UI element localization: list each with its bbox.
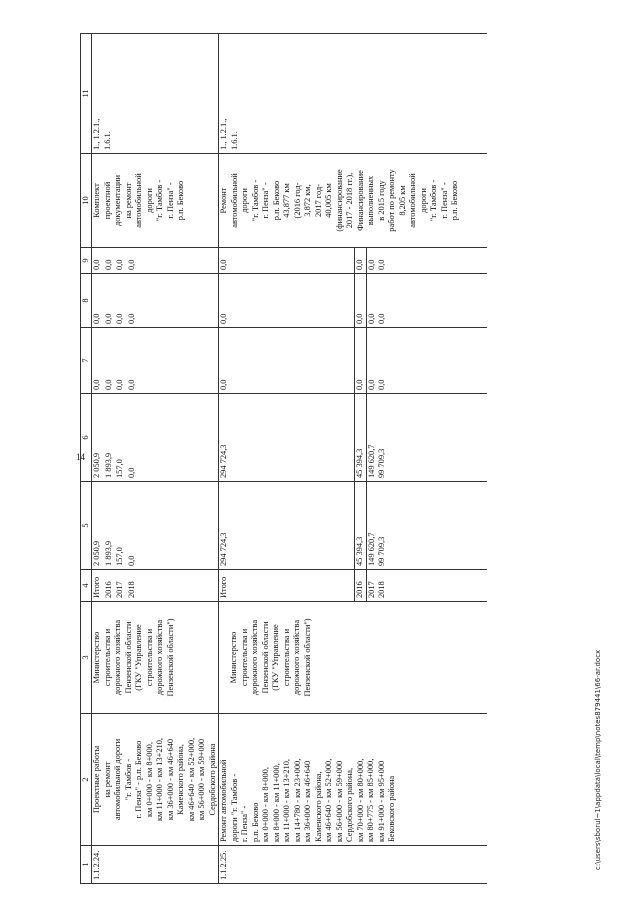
value-federal: 0,0	[366, 328, 377, 394]
value-total: 0,0	[127, 482, 219, 570]
program-table	[80, 33, 487, 884]
value-local: 0,0	[219, 274, 355, 328]
row-number: 1.1.2.25.	[219, 846, 488, 884]
value-regional: 45 394,3	[355, 394, 367, 482]
value-federal: 0,0	[377, 328, 487, 394]
value-regional: 294 724,3	[219, 394, 355, 482]
expected-result: Комплект проектной документации на ремонт автомобильной дороги "г. Тамбов - г. Пенза" - р.п. Беково	[92, 154, 219, 248]
value-total: 99 709,3	[377, 482, 487, 570]
value-local: 0,0	[377, 274, 487, 328]
value-regional: 2 050,9	[92, 394, 104, 482]
value-local: 0,0	[355, 274, 367, 328]
value-regional: 149 620,7	[366, 394, 377, 482]
value-other: 0,0	[92, 248, 104, 274]
value-regional: 157,0	[115, 394, 126, 482]
value-federal: 0,0	[127, 328, 219, 394]
header-cell-10: 10	[81, 154, 92, 248]
year-cell: 2018	[127, 570, 219, 602]
year-cell: 2017	[115, 570, 126, 602]
year-cell: 2018	[377, 570, 487, 602]
value-regional: 1 893,9	[104, 394, 115, 482]
header-row	[81, 34, 92, 884]
header-cell-6: 6	[81, 394, 92, 482]
value-federal: 0,0	[355, 328, 367, 394]
value-local: 0,0	[92, 274, 104, 328]
year-cell: 2017	[366, 570, 377, 602]
value-regional: 99 709,3	[377, 394, 487, 482]
value-other: 0,0	[219, 248, 355, 274]
value-local: 0,0	[104, 274, 115, 328]
indicator-link: 1., 1.2.1., 1.6.1.	[92, 34, 219, 154]
value-federal: 0,0	[219, 328, 355, 394]
value-other: 0,0	[104, 248, 115, 274]
measure-name: Ремонт автомобильной дороги "г. Тамбов - г. Пенза" - р.п. Беково км 0+000 - км 8+000, км 8+000 - км 11+000, км 11+000 - км 13+210, км 14+780 - км 23+000, км 36+000 - км 46+640 Каменского района, км 46+640 - км 52+000, км 56+000 - км 59+000 Сердобского района, км 70+000 - км 80+000, км 80+775 - км 85+000, км 91+000 - км 95+000 Бековского района	[219, 714, 488, 846]
year-cell: Итого	[92, 570, 104, 602]
year-cell: 2016	[104, 570, 115, 602]
value-local: 0,0	[115, 274, 126, 328]
value-other: 0,0	[366, 248, 377, 274]
value-federal: 0,0	[92, 328, 104, 394]
header-cell-2: 2	[81, 714, 92, 846]
value-total: 2 050,9	[92, 482, 104, 570]
row-number: 1.1.2.24.	[92, 846, 219, 884]
executor: Министерство строительства и дорожного хозяйства Пензенской области (ГКУ "Управление строительства и дорожного хозяйства Пензенской области")	[219, 602, 488, 714]
executor: Министерство строительства и дорожного хозяйства Пензенской области (ГКУ "Управление строительства и дорожного хозяйства Пензенской области")	[92, 602, 219, 714]
value-total: 1 893,9	[104, 482, 115, 570]
header-cell-1: 1	[81, 846, 92, 884]
header-cell-3: 3	[81, 602, 92, 714]
value-other: 0,0	[355, 248, 367, 274]
value-local: 0,0	[366, 274, 377, 328]
value-total: 45 394,3	[355, 482, 367, 570]
indicator-link: 1., 1.2.1., 1.6.1.	[219, 34, 488, 154]
table-row	[219, 34, 355, 884]
value-regional: 0,0	[127, 394, 219, 482]
header-cell-11: 11	[81, 34, 92, 154]
value-local: 0,0	[127, 274, 219, 328]
year-cell: 2016	[355, 570, 367, 602]
value-total: 294 724,3	[219, 482, 355, 570]
header-cell-4: 4	[81, 570, 92, 602]
expected-result: Ремонт автомобильной дороги "г. Тамбов - г. Пенза" - р.п. Беково 43,877 км (2016 год- 3,872 км, 2017 год- 40,005 км (финансирование 2017 - 2018 гг.), Финансирование выполненных в 2015 году работ по ремонту 8,205 км автомобильной дороги "г. Тамбов - г. Пенза" - р.п. Беково	[219, 154, 488, 248]
header-cell-7: 7	[81, 328, 92, 394]
value-federal: 0,0	[115, 328, 126, 394]
value-total: 157,0	[115, 482, 126, 570]
page-number: 14	[76, 452, 85, 462]
header-cell-8: 8	[81, 274, 92, 328]
year-cell: Итого	[219, 570, 355, 602]
measure-name: Проектные работы на ремонт автомобильной дороги "г. Тамбов - г. Пенза" - р.п. Беково км 0+000 - км 8+000, км 11+000 - км 13+210, км 36+000 - км 46+640 Каменского района, км 46+640 - км 52+000, км 56+000 - км 59+000 Сердобского района	[92, 714, 219, 846]
header-cell-5: 5	[81, 482, 92, 570]
value-federal: 0,0	[104, 328, 115, 394]
table-row	[92, 34, 104, 884]
value-other: 0,0	[115, 248, 126, 274]
value-total: 149 620,7	[366, 482, 377, 570]
value-other: 0,0	[377, 248, 487, 274]
value-other: 0,0	[127, 248, 219, 274]
file-path-footer: c:\users\sborul~1\appdata\local\temp\notes879441\66-ar.docx	[594, 649, 602, 870]
header-cell-9: 9	[81, 248, 92, 274]
rotated-table-container	[80, 34, 620, 884]
